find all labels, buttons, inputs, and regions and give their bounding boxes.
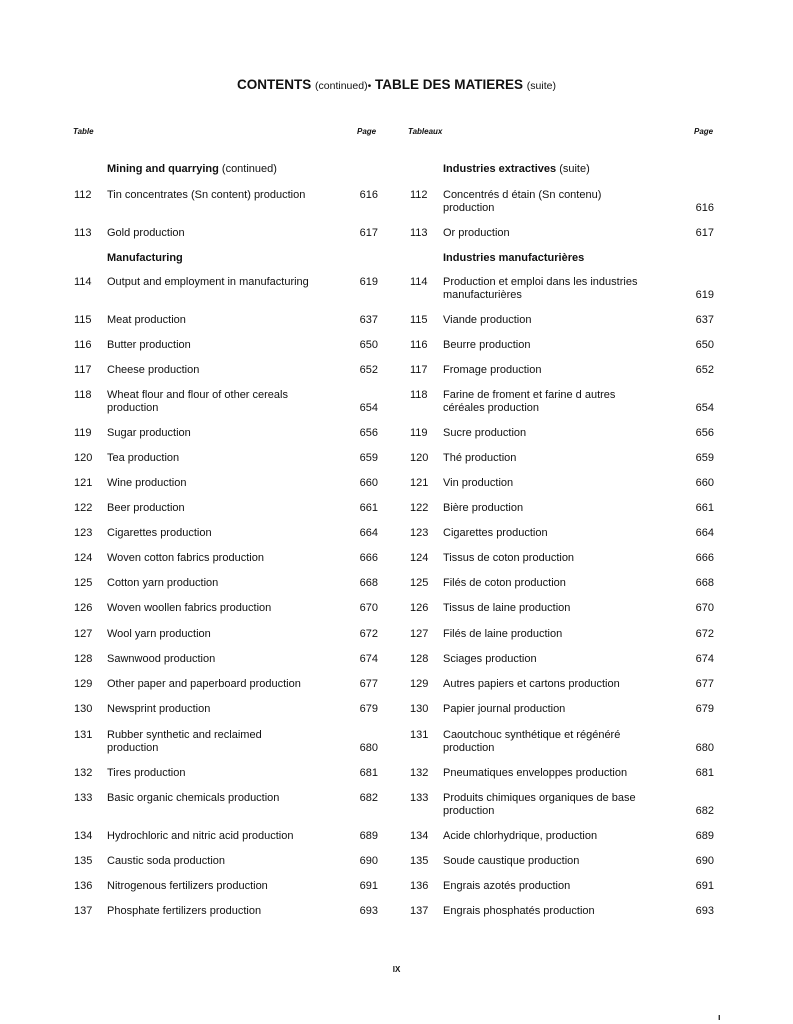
table-number: 117 bbox=[74, 364, 92, 376]
entry-title-en: Sugar production bbox=[107, 427, 191, 439]
entry-title-en: Beer production bbox=[107, 502, 185, 514]
table-number: 121 bbox=[410, 477, 429, 489]
entry-title-en: Caustic soda production bbox=[107, 855, 226, 867]
section-note: (suite) bbox=[559, 163, 590, 175]
table-row bbox=[410, 729, 720, 759]
page-number-fr: 660 bbox=[695, 477, 714, 489]
page-number-en: 672 bbox=[359, 628, 378, 640]
page-number: IX bbox=[392, 965, 401, 974]
entry-title-fr: Production et emploi dans les industries manufacturières bbox=[443, 276, 638, 301]
table-row bbox=[74, 792, 384, 822]
page-number-en: 654 bbox=[359, 402, 378, 414]
corner-mark: ı bbox=[718, 1012, 721, 1022]
table-number: 134 bbox=[410, 830, 429, 842]
page-number-en: 682 bbox=[359, 792, 378, 804]
title-continued: (continued) bbox=[315, 80, 368, 92]
page-number-fr: 659 bbox=[695, 452, 714, 464]
page-number-fr: 656 bbox=[695, 427, 714, 439]
page-number-fr: 689 bbox=[695, 830, 714, 842]
table-number: 132 bbox=[410, 767, 429, 779]
page-number-en: 617 bbox=[359, 227, 378, 239]
page-number-en: 674 bbox=[359, 653, 378, 665]
entry-title-en: Meat production bbox=[107, 314, 186, 326]
entry-title-en: Other paper and paperboard production bbox=[107, 678, 301, 690]
table-number: 136 bbox=[74, 880, 93, 892]
table-number: 124 bbox=[410, 552, 429, 564]
entry-title-en: Cheese production bbox=[107, 364, 200, 376]
page-number-en: 619 bbox=[359, 276, 378, 288]
table-number: 116 bbox=[410, 339, 428, 351]
page-number-fr: 637 bbox=[695, 314, 714, 326]
page-number-fr: 682 bbox=[695, 805, 714, 817]
entry-title-en: Wine production bbox=[107, 477, 187, 489]
page-number-en: 660 bbox=[359, 477, 378, 489]
section-label: Industries manufacturières bbox=[443, 252, 585, 264]
page-number-en: 661 bbox=[359, 502, 378, 514]
section-note: (continued) bbox=[221, 163, 277, 175]
entry-title-fr: Tissus de coton production bbox=[443, 552, 575, 564]
page-number-fr: 681 bbox=[695, 767, 714, 779]
entry-title-en: Basic organic chemicals production bbox=[107, 792, 280, 804]
table-row bbox=[410, 189, 720, 219]
page-number-en: 689 bbox=[359, 830, 378, 842]
table-row bbox=[74, 276, 384, 306]
entry-title-en: Phosphate fertilizers production bbox=[107, 905, 262, 917]
table-row bbox=[410, 905, 720, 935]
table-number: 127 bbox=[410, 628, 429, 640]
entry-title-en: Hydrochloric and nitric acid production bbox=[107, 830, 294, 842]
table-number: 130 bbox=[74, 703, 93, 715]
page-number-en: 679 bbox=[359, 703, 378, 715]
page-number-en: 652 bbox=[359, 364, 378, 376]
entry-title-en: Wool yarn production bbox=[107, 628, 211, 640]
entry-title-en: Butter production bbox=[107, 339, 191, 351]
table-number: 129 bbox=[410, 678, 429, 690]
table-number: 117 bbox=[410, 364, 428, 376]
table-number: 131 bbox=[410, 729, 429, 741]
table-number: 115 bbox=[74, 314, 92, 326]
entry-title-fr: Vin production bbox=[443, 477, 514, 489]
table-number: 130 bbox=[410, 703, 429, 715]
entry-title-en: Cigarettes production bbox=[107, 527, 212, 539]
page-number-fr: 661 bbox=[695, 502, 714, 514]
page-number-fr: 666 bbox=[695, 552, 714, 564]
entry-title-en: Tires production bbox=[107, 767, 186, 779]
table-row bbox=[74, 729, 384, 759]
entry-title-fr: Fromage production bbox=[443, 364, 542, 376]
table-number: 136 bbox=[410, 880, 429, 892]
table-number: 127 bbox=[74, 628, 93, 640]
entry-title-en: Output and employment in manufacturing bbox=[107, 276, 309, 288]
entry-title-en: Woven cotton fabrics production bbox=[107, 552, 264, 564]
entry-title-fr: Concentrés d étain (Sn contenu) production bbox=[443, 189, 602, 214]
table-number: 118 bbox=[74, 389, 92, 401]
page-number-en: 656 bbox=[359, 427, 378, 439]
title-table-des-matieres: TABLE DES MATIERES bbox=[375, 77, 524, 92]
table-number: 112 bbox=[74, 189, 92, 201]
table-number: 126 bbox=[74, 602, 93, 614]
table-number: 123 bbox=[74, 527, 93, 539]
table-number: 134 bbox=[74, 830, 93, 842]
section-mining-fr bbox=[443, 163, 590, 175]
table-number: 137 bbox=[74, 905, 93, 917]
table-number: 113 bbox=[410, 227, 428, 239]
page-number-en: 693 bbox=[359, 905, 378, 917]
page-number-en: 666 bbox=[359, 552, 378, 564]
table-row bbox=[410, 792, 720, 822]
page-number-en: 670 bbox=[359, 602, 378, 614]
entry-title-fr: Sucre production bbox=[443, 427, 527, 439]
page-number-en: 664 bbox=[359, 527, 378, 539]
page-number-en: 659 bbox=[359, 452, 378, 464]
table-number: 114 bbox=[410, 276, 428, 288]
page-number-en: 691 bbox=[359, 880, 378, 892]
header-page-fr: Page bbox=[694, 127, 714, 136]
page-number-fr: 670 bbox=[695, 602, 714, 614]
page-number-fr: 650 bbox=[695, 339, 714, 351]
page-number-fr: 616 bbox=[695, 202, 714, 214]
page-number-en: 677 bbox=[359, 678, 378, 690]
entry-title-fr: Engrais phosphatés production bbox=[443, 905, 595, 917]
page-number-en: 668 bbox=[359, 577, 378, 589]
entry-title-fr: Bière production bbox=[443, 502, 524, 514]
table-row bbox=[74, 905, 384, 935]
table-number: 122 bbox=[74, 502, 93, 514]
entry-title-fr: Thé production bbox=[443, 452, 517, 464]
entry-title-en: Tin concentrates (Sn content) production bbox=[107, 189, 306, 201]
page-number-fr: 664 bbox=[695, 527, 714, 539]
title-contents: CONTENTS bbox=[237, 77, 312, 92]
entry-title-fr: Caoutchouc synthétique et régénéré production bbox=[443, 729, 621, 754]
page-number-fr: 668 bbox=[695, 577, 714, 589]
header-table: Table bbox=[73, 127, 94, 136]
page-number-fr: 677 bbox=[695, 678, 714, 690]
title-separator: • bbox=[367, 80, 372, 92]
page-number-fr: 679 bbox=[695, 703, 714, 715]
entry-title-en: Woven woollen fabrics production bbox=[107, 602, 272, 614]
header-tableaux: Tableaux bbox=[408, 127, 443, 136]
table-row bbox=[410, 389, 720, 419]
table-number: 133 bbox=[74, 792, 93, 804]
table-number: 114 bbox=[74, 276, 92, 288]
entry-title-fr: Acide chlorhydrique, production bbox=[443, 830, 598, 842]
entry-title-fr: Pneumatiques enveloppes production bbox=[443, 767, 628, 779]
table-number: 116 bbox=[74, 339, 92, 351]
table-number: 133 bbox=[410, 792, 429, 804]
page-number-fr: 690 bbox=[695, 855, 714, 867]
table-number: 125 bbox=[410, 577, 429, 589]
title-suite: (suite) bbox=[526, 80, 556, 92]
page-number-en: 650 bbox=[359, 339, 378, 351]
page-number-fr: 619 bbox=[695, 289, 714, 301]
page-number-fr: 693 bbox=[695, 905, 714, 917]
entry-title-en: Tea production bbox=[107, 452, 180, 464]
table-number: 125 bbox=[74, 577, 93, 589]
table-number: 123 bbox=[410, 527, 429, 539]
table-row bbox=[74, 189, 384, 219]
entry-title-en: Cotton yarn production bbox=[107, 577, 219, 589]
entry-title-fr: Filés de coton production bbox=[443, 577, 566, 589]
page-title bbox=[0, 77, 793, 92]
table-number: 113 bbox=[74, 227, 92, 239]
entry-title-fr: Soude caustique production bbox=[443, 855, 580, 867]
table-number: 135 bbox=[74, 855, 93, 867]
table-number: 121 bbox=[74, 477, 93, 489]
table-number: 137 bbox=[410, 905, 429, 917]
entry-title-fr: Or production bbox=[443, 227, 510, 239]
entry-title-fr: Produits chimiques organiques de base production bbox=[443, 792, 636, 817]
entry-title-en: Rubber synthetic and reclaimed production bbox=[107, 729, 262, 754]
table-number: 119 bbox=[74, 427, 92, 439]
table-number: 112 bbox=[410, 189, 428, 201]
section-mining-en bbox=[107, 163, 277, 175]
page-number-fr: 674 bbox=[695, 653, 714, 665]
page-number-en: 680 bbox=[359, 742, 378, 754]
entry-title-en: Newsprint production bbox=[107, 703, 211, 715]
page-number-fr: 691 bbox=[695, 880, 714, 892]
table-row bbox=[74, 227, 384, 257]
section-label: Mining and quarrying bbox=[107, 163, 219, 175]
page-number-en: 690 bbox=[359, 855, 378, 867]
table-number: 126 bbox=[410, 602, 429, 614]
page-number-fr: 617 bbox=[695, 227, 714, 239]
entry-title-fr: Filés de laine production bbox=[443, 628, 563, 640]
table-row bbox=[410, 227, 720, 257]
entry-title-fr: Tissus de laine production bbox=[443, 602, 571, 614]
entry-title-en: Nitrogenous fertilizers production bbox=[107, 880, 268, 892]
page-number-en: 637 bbox=[359, 314, 378, 326]
entry-title-en: Wheat flour and flour of other cereals production bbox=[107, 389, 288, 414]
entry-title-fr: Engrais azotés production bbox=[443, 880, 571, 892]
entry-title-fr: Sciages production bbox=[443, 653, 537, 665]
entry-title-fr: Cigarettes production bbox=[443, 527, 548, 539]
page-number-en: 616 bbox=[359, 189, 378, 201]
table-number: 132 bbox=[74, 767, 93, 779]
table-number: 124 bbox=[74, 552, 93, 564]
table-number: 120 bbox=[410, 452, 429, 464]
table-number: 119 bbox=[410, 427, 428, 439]
table-number: 120 bbox=[74, 452, 93, 464]
section-label: Industries extractives bbox=[443, 163, 557, 175]
entry-title-fr: Autres papiers et cartons production bbox=[443, 678, 620, 690]
entry-title-fr: Viande production bbox=[443, 314, 532, 326]
page-number-fr: 654 bbox=[695, 402, 714, 414]
table-number: 135 bbox=[410, 855, 429, 867]
page-number-fr: 672 bbox=[695, 628, 714, 640]
table-number: 129 bbox=[74, 678, 93, 690]
page-number-en: 681 bbox=[359, 767, 378, 779]
header-page-en: Page bbox=[357, 127, 377, 136]
table-number: 118 bbox=[410, 389, 428, 401]
entry-title-en: Sawnwood production bbox=[107, 653, 216, 665]
table-row bbox=[74, 389, 384, 419]
table-number: 128 bbox=[410, 653, 429, 665]
entry-title-fr: Papier journal production bbox=[443, 703, 566, 715]
table-number: 128 bbox=[74, 653, 93, 665]
page-number-fr: 652 bbox=[695, 364, 714, 376]
page-number-fr: 680 bbox=[695, 742, 714, 754]
table-number: 131 bbox=[74, 729, 93, 741]
table-number: 122 bbox=[410, 502, 429, 514]
section-label: Manufacturing bbox=[107, 252, 183, 264]
entry-title-en: Gold production bbox=[107, 227, 185, 239]
table-row bbox=[410, 276, 720, 306]
entry-title-fr: Beurre production bbox=[443, 339, 531, 351]
table-number: 115 bbox=[410, 314, 428, 326]
entry-title-fr: Farine de froment et farine d autres céréales production bbox=[443, 389, 616, 414]
